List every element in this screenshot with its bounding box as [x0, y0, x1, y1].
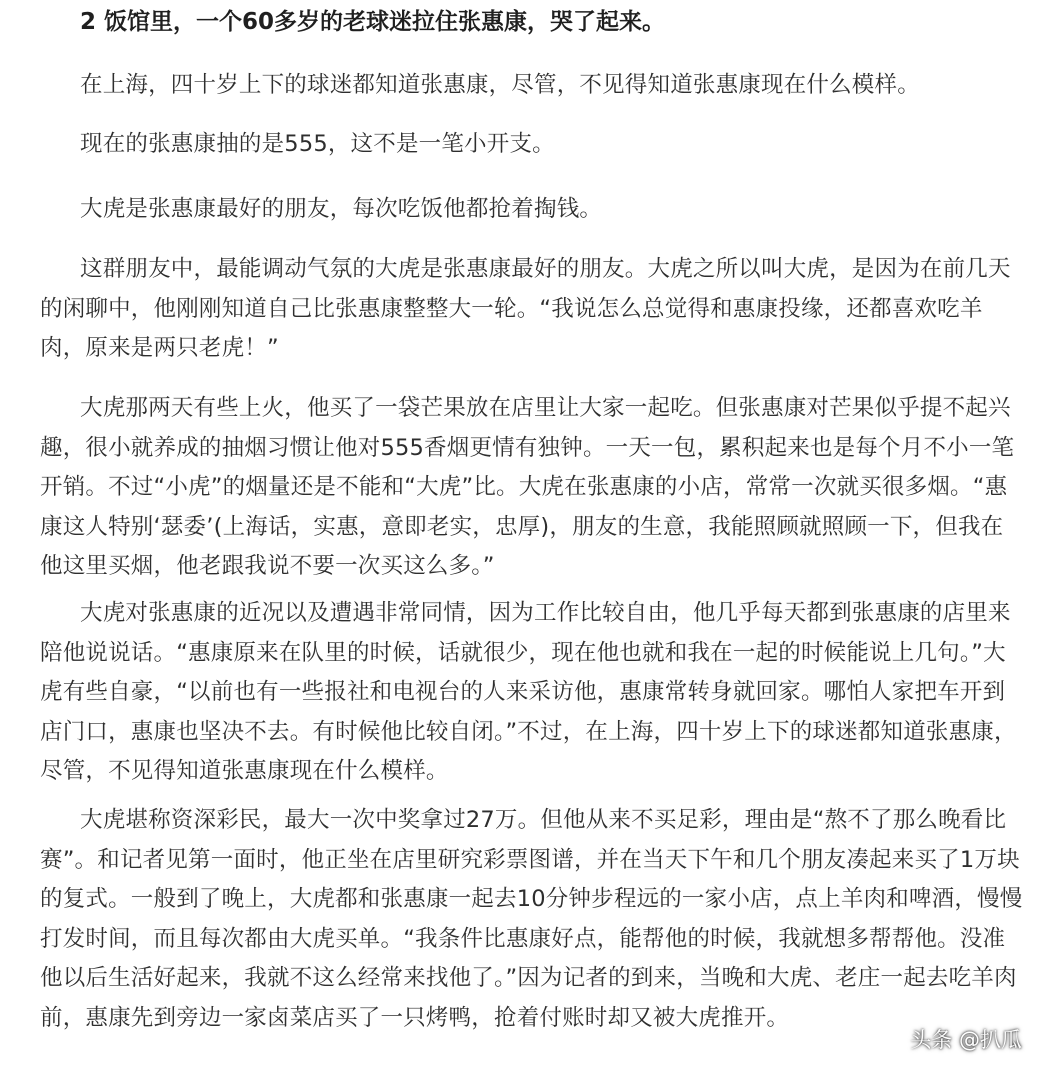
section-heading: 2 饭馆里，一个60多岁的老球迷拉住张惠康，哭了起来。: [80, 9, 666, 35]
paragraph-5: 大虎那两天有些上火，他买了一袋芒果放在店里让大家一起吃。但张惠康对芒果似乎提不起兴趣，很小就养成的抽烟习惯让他对555香烟更情有独钟。一天一包，累积起来也是每个月不小一笔开销。不过“小虎”的烟量还是不能和“大虎”比。大虎在张惠康的小店，常常一次就买很多烟。“惠康这人特别‘瑟委’(上海话，实惠，意即老实，忠厚)，朋友的生意，我能照顾就照顾一下，但我在他这里买烟，他老跟我说不要一次买这么多。”: [40, 395, 1015, 579]
paragraph-1: 在上海，四十岁上下的球迷都知道张惠康，尽管，不见得知道张惠康现在什么模样。: [80, 72, 920, 98]
paragraph-2: 现在的张惠康抽的是555，这不是一笔小开支。: [80, 131, 555, 157]
watermark: 头条 @扒瓜: [910, 1028, 1022, 1052]
paragraph-3: 大虎是张惠康最好的朋友，每次吃饭他都抢着掏钱。: [80, 196, 603, 222]
paragraph-7: 大虎堪称资深彩民，最大一次中奖拿过27万。但他从来不买足彩，理由是“熬不了那么晚看比赛”。和记者见第一面时，他正坐在店里研究彩票图谱，并在当天下午和几个朋友凑起来买了1万块的复式。一般到了晚上，大虎都和张惠康一起去10分钟步程远的一家小店，点上羊肉和啤酒，慢慢打发时间，而且每次都由大虎买单。“我条件比惠康好点，能帮他的时候，我就想多帮帮他。没准他以后生活好起来，我就不这么经常来找他了。”因为记者的到来，当晚和大虎、老庄一起去吃羊肉前，惠康先到旁边一家卤菜店买了一只烤鸭，抢着付账时却又被大虎推开。: [40, 807, 1023, 1031]
paragraph-4: 这群朋友中，最能调动气氛的大虎是张惠康最好的朋友。大虎之所以叫大虎，是因为在前几天的闲聊中，他刚刚知道自己比张惠康整整大一轮。“我说怎么总觉得和惠康投缘，还都喜欢吃羊肉，原来是两只老虎！”: [40, 256, 1011, 361]
paragraph-6: 大虎对张惠康的近况以及遭遇非常同情，因为工作比较自由，他几乎每天都到张惠康的店里来陪他说说话。“惠康原来在队里的时候，话就很少，现在他也就和我在一起的时候能说上几句。”大虎有些自豪，“以前也有一些报社和电视台的人来采访他，惠康常转身就回家。哪怕人家把车开到店门口，惠康也坚决不去。有时候他比较自闭。”不过，在上海，四十岁上下的球迷都知道张惠康，尽管，不见得知道张惠康现在什么模样。: [40, 600, 1017, 784]
